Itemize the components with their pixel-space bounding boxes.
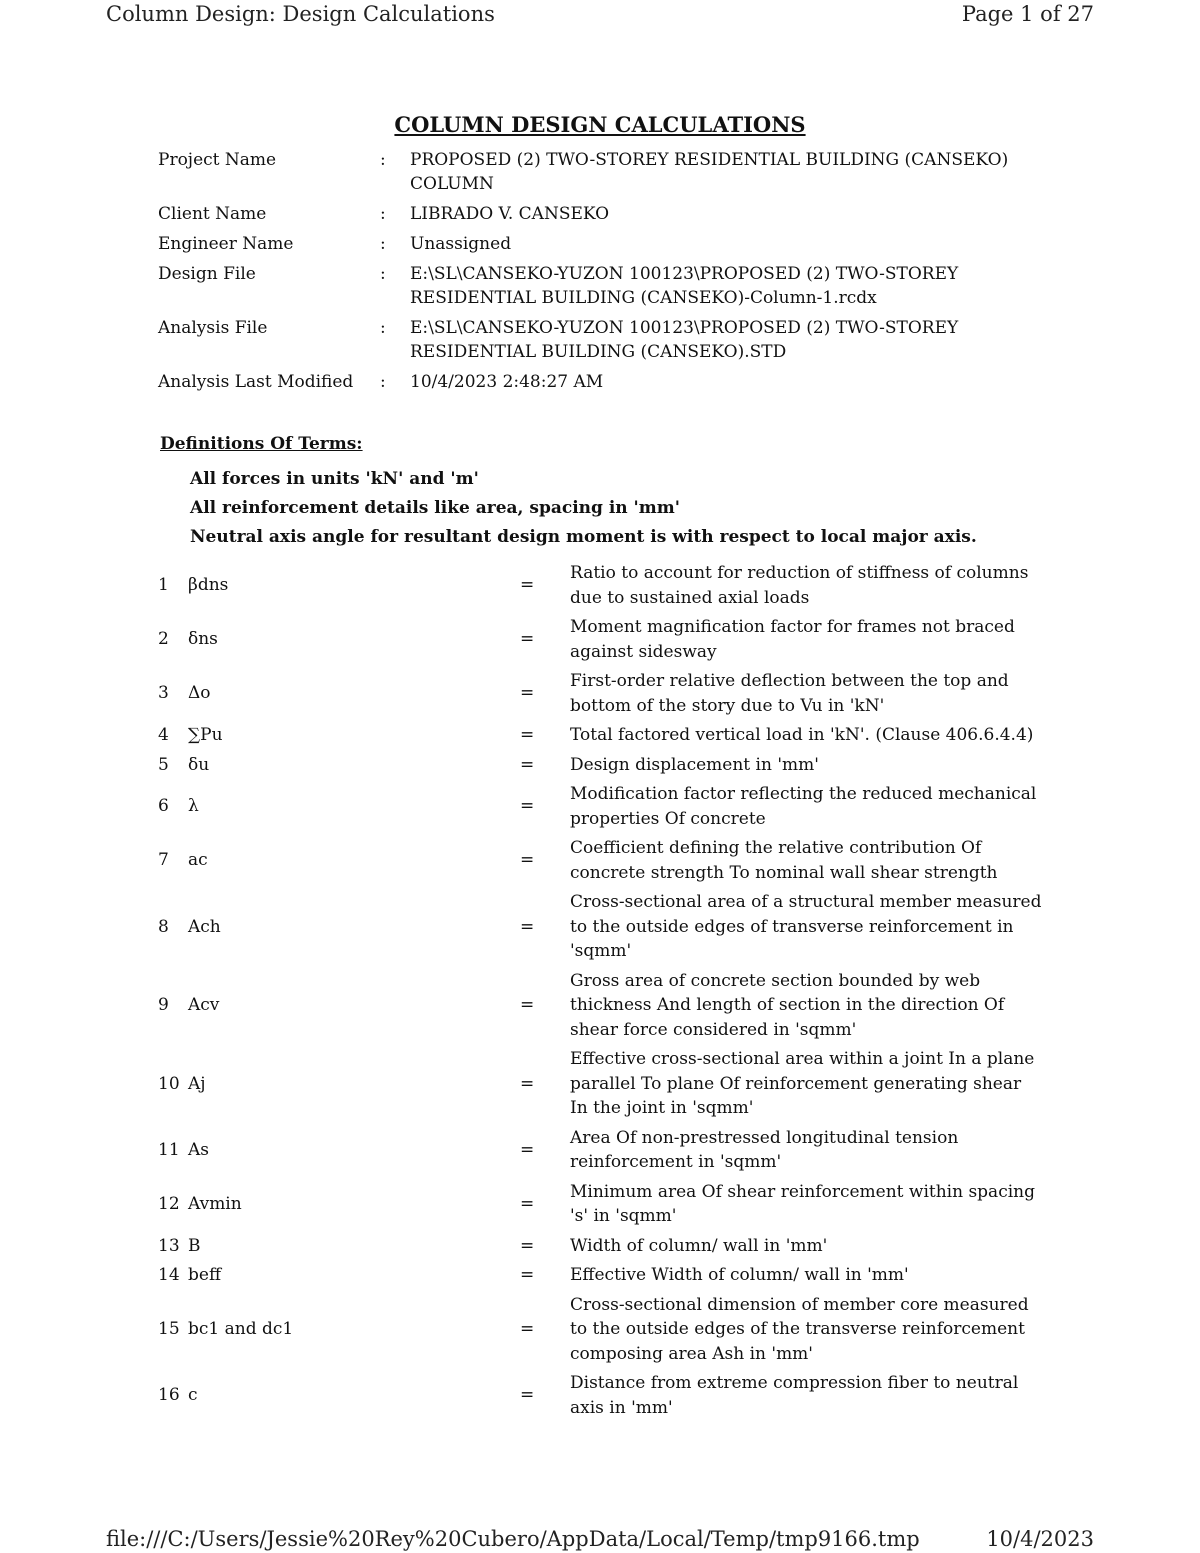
page-number: Page 1 of 27 [961, 2, 1094, 26]
term-number: 7 [158, 850, 169, 871]
term-definition: First-order relative deflection between the top and bottom of the story due to Vu in 'kN' [570, 671, 1009, 716]
term-row [158, 890, 1048, 964]
term-number: 4 [158, 725, 169, 745]
term-row [158, 1126, 1048, 1175]
term-row [158, 753, 1048, 778]
term-number: 5 [158, 754, 169, 775]
term-row [158, 615, 1048, 664]
term-equals: = [520, 1139, 535, 1160]
term-symbol: Δo [188, 683, 211, 704]
term-equals: = [520, 916, 535, 937]
term-equals: = [520, 629, 535, 650]
term-definition: Cross-sectional dimension of member core measured to the outside edges of the transverse reinforcement composing area Ash in 'mm' [570, 1294, 1029, 1364]
term-number: 16 [158, 1385, 180, 1406]
term-number: 8 [158, 916, 169, 937]
note-line: All forces in units 'kN' and 'm' [190, 469, 479, 489]
term-number: 12 [158, 1193, 180, 1214]
term-row [158, 1047, 1048, 1121]
term-row [158, 1234, 1048, 1259]
info-label: Design File [158, 264, 256, 284]
term-number: 13 [158, 1235, 180, 1256]
term-number: 6 [158, 796, 169, 817]
term-row [158, 969, 1048, 1043]
term-definition: Design displacement in 'mm' [570, 754, 819, 775]
term-symbol: B [188, 1235, 201, 1256]
info-colon: : [380, 204, 386, 224]
info-value: 10/4/2023 2:48:27 AM [410, 372, 604, 392]
term-number: 14 [158, 1265, 180, 1285]
info-row-project-name [158, 148, 1058, 196]
term-number: 9 [158, 995, 169, 1015]
term-symbol: ∑Pu [188, 725, 223, 745]
note-line: Neutral axis angle for resultant design moment is with respect to local major axis. [190, 527, 977, 547]
term-symbol: Ach [188, 916, 221, 937]
term-equals: = [520, 1193, 535, 1214]
info-label: Analysis File [158, 318, 268, 338]
project-info [158, 148, 1058, 400]
term-symbol: βdns [188, 575, 229, 596]
term-number: 11 [158, 1139, 180, 1160]
term-definition: Minimum area Of shear reinforcement within spacing 's' in 'sqmm' [570, 1181, 1035, 1226]
term-equals: = [520, 796, 535, 817]
term-definition: Ratio to account for reduction of stiffness of columns due to sustained axial loads [570, 563, 1029, 608]
term-symbol: δu [188, 754, 210, 775]
term-number: 1 [158, 575, 169, 596]
term-number: 3 [158, 683, 169, 704]
info-value: Unassigned [410, 234, 512, 254]
terms-list [158, 561, 1048, 1425]
term-equals: = [520, 1235, 535, 1256]
term-equals: = [520, 754, 535, 775]
term-definition: Distance from extreme compression fiber to neutral axis in 'mm' [570, 1373, 1019, 1418]
info-label: Client Name [158, 204, 267, 224]
info-colon: : [380, 264, 386, 284]
term-equals: = [520, 995, 535, 1015]
term-row [158, 1180, 1048, 1229]
term-row [158, 1293, 1048, 1367]
info-row-client-name [158, 202, 1058, 226]
term-symbol: λ [188, 796, 199, 817]
info-colon: : [380, 234, 386, 254]
term-symbol: beff [188, 1265, 222, 1285]
term-symbol: Acv [188, 995, 220, 1015]
info-value: E:\SL\CANSEKO-YUZON 100123\PROPOSED (2) TWO-STOREY RESIDENTIAL BUILDING (CANSEKO).STD [410, 318, 959, 362]
info-value: LIBRADO V. CANSEKO [410, 204, 610, 224]
info-value: PROPOSED (2) TWO-STOREY RESIDENTIAL BUILDING (CANSEKO) COLUMN [410, 150, 1009, 194]
term-number: 10 [158, 1073, 180, 1094]
info-value: E:\SL\CANSEKO-YUZON 100123\PROPOSED (2) TWO-STOREY RESIDENTIAL BUILDING (CANSEKO)-Column-1.rcdx [410, 264, 959, 308]
term-symbol: c [188, 1385, 198, 1406]
term-equals: = [520, 1265, 535, 1285]
term-definition: Total factored vertical load in 'kN'. (Clause 406.6.4.4) [570, 725, 1034, 745]
term-definition: Effective cross-sectional area within a joint In a plane parallel To plane Of reinforcement generating shear In the joint in 'sqmm' [570, 1049, 1035, 1118]
term-equals: = [520, 1385, 535, 1406]
document-title: COLUMN DESIGN CALCULATIONS [394, 112, 806, 137]
term-definition: Cross-sectional area of a structural member measured to the outside edges of transverse reinforcement in 'sqmm' [570, 892, 1042, 961]
info-colon: : [380, 150, 386, 170]
term-equals: = [520, 725, 535, 745]
term-row [158, 1263, 1048, 1288]
info-label: Engineer Name [158, 234, 294, 254]
term-symbol: ac [188, 850, 208, 871]
term-number: 2 [158, 629, 169, 650]
term-equals: = [520, 683, 535, 704]
info-label: Analysis Last Modified [158, 372, 354, 392]
term-symbol: As [188, 1139, 210, 1160]
term-definition: Effective Width of column/ wall in 'mm' [570, 1265, 909, 1285]
footer-date: 10/4/2023 [986, 1527, 1094, 1551]
term-definition: Coefficient defining the relative contribution Of concrete strength To nominal wall shear strength [570, 838, 998, 883]
info-colon: : [380, 318, 386, 338]
term-row [158, 723, 1048, 748]
info-row-analysis-file [158, 316, 1058, 364]
info-row-analysis-last-modified [158, 370, 1058, 394]
info-row-engineer-name [158, 232, 1058, 256]
term-row [158, 782, 1048, 831]
footer-file-path: file:///C:/Users/Jessie%20Rey%20Cubero/AppData/Local/Temp/tmp9166.tmp [106, 1527, 920, 1551]
term-symbol: Avmin [188, 1193, 242, 1214]
term-definition: Gross area of concrete section bounded by web thickness And length of section in the direction Of shear force considered in 'sqmm' [570, 970, 1005, 1040]
definitions-heading: Definitions Of Terms: [160, 434, 363, 454]
term-equals: = [520, 1073, 535, 1094]
term-row [158, 561, 1048, 610]
term-number: 15 [158, 1319, 180, 1339]
info-label: Project Name [158, 150, 277, 170]
term-definition: Width of column/ wall in 'mm' [570, 1235, 828, 1256]
term-definition: Moment magnification factor for frames not braced against sidesway [570, 617, 1015, 662]
term-symbol: δns [188, 629, 218, 650]
term-symbol: Aj [188, 1073, 206, 1094]
term-equals: = [520, 850, 535, 871]
info-row-design-file [158, 262, 1058, 310]
info-colon: : [380, 372, 386, 392]
term-definition: Modification factor reflecting the reduced mechanical properties Of concrete [570, 784, 1037, 829]
term-equals: = [520, 575, 535, 596]
term-symbol: bc1 and dc1 [188, 1319, 294, 1339]
page-header-title: Column Design: Design Calculations [106, 2, 495, 26]
term-row [158, 669, 1048, 718]
term-equals: = [520, 1319, 535, 1339]
note-line: All reinforcement details like area, spacing in 'mm' [190, 498, 680, 518]
term-row [158, 1371, 1048, 1420]
term-definition: Area Of non-prestressed longitudinal tension reinforcement in 'sqmm' [570, 1127, 959, 1172]
term-row [158, 836, 1048, 885]
units-notes [190, 465, 977, 552]
